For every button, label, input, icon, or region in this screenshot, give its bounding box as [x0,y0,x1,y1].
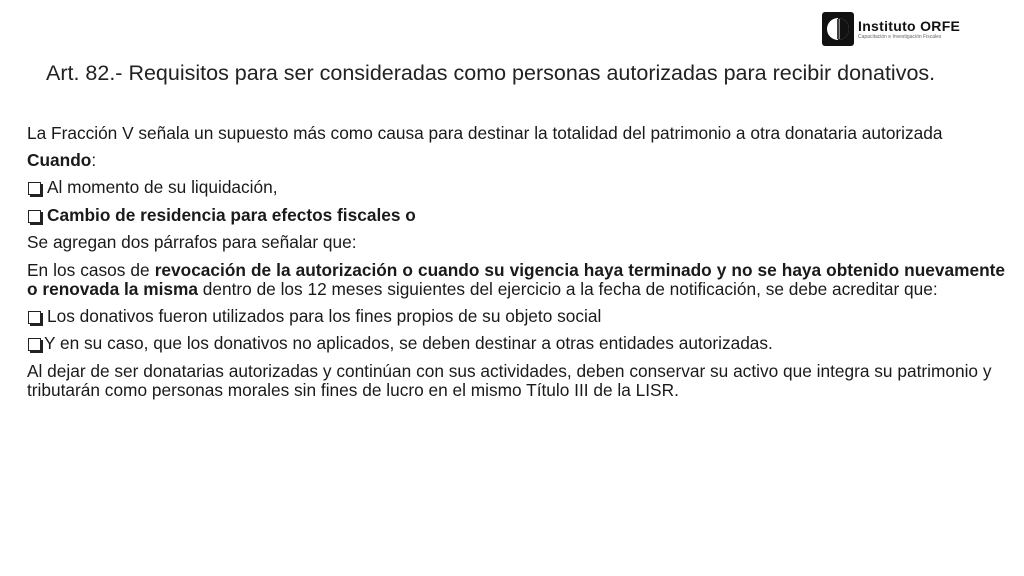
checkbox-bullet-icon [28,311,41,324]
bullet-donativos-no-aplicados [27,334,1005,354]
checkbox-bullet-icon [28,338,41,351]
orfe-emblem-icon [822,12,854,46]
cuando-heading [27,151,1005,171]
bullet-text: Y en su caso, que los donativos no aplicados, se deben destinar a otras entidades autorizadas. [44,333,773,353]
cuando-label: Cuando [27,149,92,170]
revocacion-lead: En los casos de [27,259,155,280]
revocacion-tail: dentro de los 12 meses siguientes del ejercicio a la fecha de notificación, se debe acreditar que: [197,279,938,299]
slide-title: Art. 82.- Requisitos para ser consideradas como personas autorizadas para recibir donativos. [46,61,936,85]
bullet-cambio-residencia [27,206,1005,226]
closing-paragraph: Al dejar de ser donatarias autorizadas y continúan con sus actividades, deben conservar su activo que integra su patrimonio y tributarán como personas morales sin fines de lucro en el mismo Título III de la LISR. [27,360,992,400]
se-agregan-paragraph: Se agregan dos párrafos para señalar que: [27,232,357,252]
bullet-text: Cambio de residencia para efectos fiscales o [47,204,416,225]
bullet-text: Los donativos fueron utilizados para los fines propios de su objeto social [47,305,602,326]
revocacion-emphasis: revocación de la autorización o cuando su vigencia haya terminado y no se haya obtenido nuevamente o renovada la misma [27,259,1005,299]
logo-tagline: Capacitación e Investigación Fiscales [858,33,942,40]
bullet-liquidacion [27,178,1005,198]
checkbox-bullet-icon [28,210,41,223]
checkbox-bullet-icon [28,182,41,195]
cuando-colon: : [91,149,97,170]
bullet-text: Al momento de su liquidación, [47,177,278,197]
bullet-donativos-utilizados [27,307,1005,327]
logo-name: Instituto ORFE [858,17,961,34]
institute-logo [822,12,960,46]
revocacion-paragraph [27,261,1005,300]
intro-paragraph: La Fracción V señala un supuesto más como causa para destinar la totalidad del patrimonio a otra donataria autorizada [27,123,943,143]
slide-body [27,124,1005,408]
